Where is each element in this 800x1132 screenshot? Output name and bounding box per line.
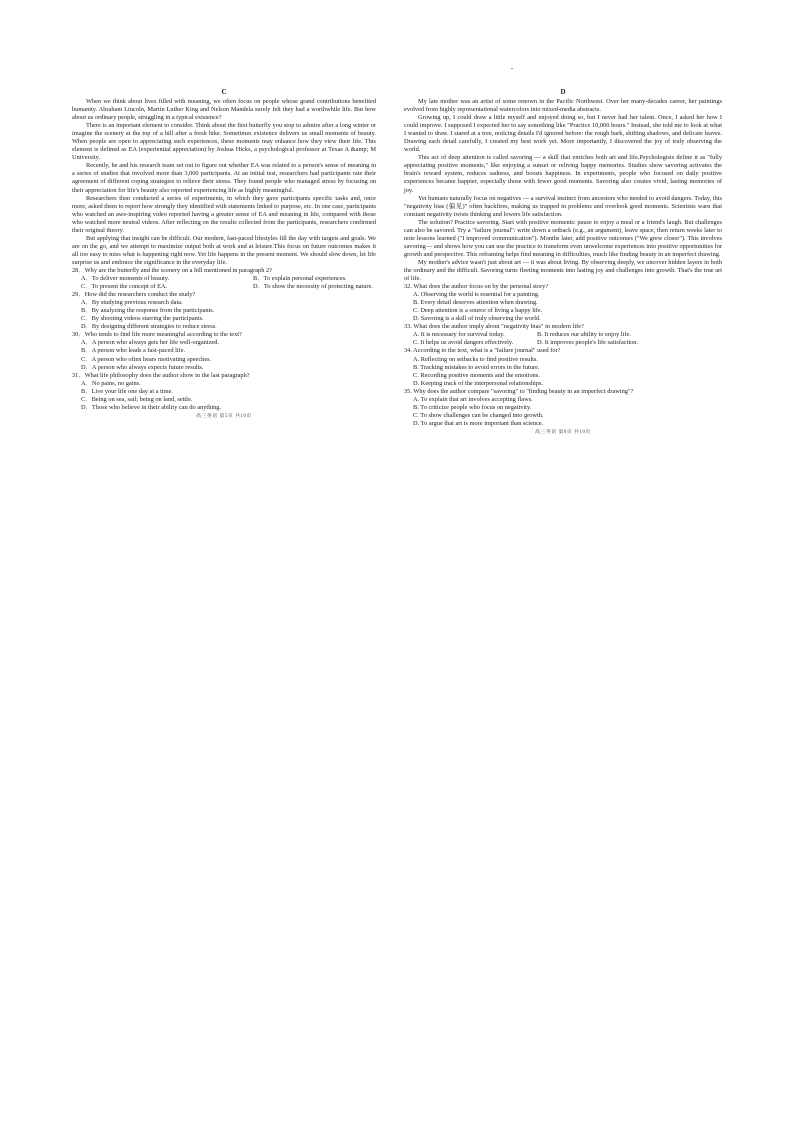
section-d — [404, 88, 722, 436]
option: D. It improves people's life satisfaction. — [537, 339, 639, 347]
option: B. It reduces our ability to enjoy life. — [537, 331, 631, 339]
question-stem: 33. What does the author imply about "negativity bias" in modern life? — [404, 323, 584, 331]
option: D. Keeping track of the interpersonal relationships. — [413, 379, 544, 387]
option: B. Every detail deserves attention when drawing. — [413, 299, 538, 307]
option-row — [404, 339, 722, 347]
option: B．By analyzing the response from the participants. — [81, 307, 215, 315]
option-row — [404, 331, 722, 339]
option: B．To explain personal experiences. — [253, 275, 347, 283]
option: D．To show the necessity of protecting nature. — [253, 283, 373, 291]
option: C. Deep attention is a source of living a happy life. — [413, 307, 543, 315]
option: B. Tracking mistakes to avoid errors in the future. — [413, 363, 540, 371]
question-stem: 34. According to the text, what is a "failure journal" used for? — [404, 347, 561, 355]
paragraph: Recently, he and his research team set out to figure out whether EA was related to a person's sense of meaning in a series of studies that involved more than 3,000 participants. At an initial test, researchers had participants rate their agreement of different coping strategies to relieve their stress. They found people who managed stress by focusing on their appreciation for life's beauty also reported experiencing life as highly meaningful. — [72, 162, 376, 194]
question-stem: 29．How did the researchers conduct the study? — [72, 291, 196, 299]
option: D．Those who believe in their ability can do anything. — [81, 403, 222, 411]
question — [72, 372, 376, 412]
option: A. To explain that art involves accepting flaws. — [413, 395, 533, 403]
question-stem: 31．What life philosophy does the author show in the last paragraph? — [72, 371, 250, 379]
option: D. To argue that art is more important than science. — [413, 419, 544, 427]
section-title: D — [560, 88, 566, 96]
question — [404, 388, 722, 428]
page-footer: 高三英语 第6页 共10页 — [535, 429, 591, 435]
question — [72, 267, 376, 291]
question-stem: 32. What does the author focus on by the personal story? — [404, 283, 549, 291]
option: C．By shooting videos starring the participants. — [81, 315, 204, 323]
paragraph: There is an important element to consider. Think about the first butterfly you stop to admire after a long winter or imagine the scenery at the top of a hill after a fresh hike. Sometimes existence delivers us small moments of beauty. When people are open to appreciating such experiences, these moments may enhance how they view their life. This element is defined as EA (experiential appreciation) by Joshua Hicks, a psychological professor at Texas A &amp; M University. — [72, 122, 376, 162]
question — [404, 347, 722, 387]
option: C. It helps us avoid dangers effectively. — [413, 339, 514, 347]
option: A．By studying previous research data. — [81, 299, 183, 307]
paragraph: My late mother was an artist of some renown in the Pacific Northwest. Over her many-decades career, her paintings evolved from highly representational watercolors into mixed-media abstracts. — [404, 98, 722, 114]
option: A. Observing the world is essential for a painting. — [413, 291, 540, 299]
question-stem: 28．Why are the butterfly and the scenery on a hill mentioned in paragraph 2? — [72, 266, 272, 274]
question — [404, 283, 722, 323]
option: D. Savoring is a skill of truly observing the world. — [413, 315, 541, 323]
option: C．To present the concept of EA. — [81, 283, 168, 291]
section-title: C — [221, 88, 227, 96]
option-row — [72, 275, 376, 283]
question — [72, 331, 376, 371]
question — [72, 291, 376, 331]
option: A. Reflecting on setbacks to find positive results. — [413, 355, 538, 363]
paragraph: Yet humans naturally focus on negatives — a survival instinct from ancestors who needed to avoid dangers. Today, this "negativity bias (偏见)" often backfires, making us trapped in problems and overlook good moments. Scientists warn that constant negativity twists thinking and lowers life satisfaction. — [404, 194, 722, 218]
paragraph: This act of deep attention is called savoring — a skill that enriches both art and life.Psychologists define it as "fully appreciating positive moments," like enjoying a sunset or reliving happy memories. Studies show savoring activates the brain's reward system, reduces sadness, and boosts happiness. In experiments, people who focused on daily positive experiences became happier, especially those with fewer good moments. Savoring also creates vivid, lasting memories of joy. — [404, 154, 722, 194]
option: C．A person who often hears motivating speeches. — [81, 355, 212, 363]
option: D．A person who always expects future results. — [81, 363, 204, 371]
scan-speck — [511, 68, 513, 69]
option: D．By designing different strategies to reduce stress. — [81, 323, 217, 331]
option: C. Recording positive moments and the emotions. — [413, 371, 540, 379]
option: C．Being on sea, sail; being on land, settle. — [81, 395, 193, 403]
paragraph: When we think about lives filled with meaning, we often focus on people whose grand contributions benefited humanity. Abraham Lincoln, Martin Luther King and Nelson Mandela surely felt they had a worthwhile life. But how about us ordinary people, struggling in a typical existence? — [72, 98, 376, 122]
paragraph: My mother's advice wasn't just about art — it was about living. By observing deeply, we uncover hidden layers in both the ordinary and the difficult. Savoring turns fleeting moments into lasting joy and challenges into growth. That's the true art of life. — [404, 258, 722, 283]
option: A．No pains, no gains. — [81, 379, 141, 387]
option: B．A person who leads a fast-paced life. — [81, 347, 186, 355]
paragraph: Researchers then conducted a series of experiments, in which they gave participants specific tasks and, once more, asked them to report how strongly they identified with statements linked to purpose, etc. In one case, participants who watched an awe-inspiring video reported having a greater sense of EA and meaning in life, compared with those who watched more neutral videos. After reflecting on the results collected from the participants, researchers confirmed their original theory. — [72, 194, 376, 234]
question-stem: 30．Who tends to find life more meaningful according to the text? — [72, 331, 242, 339]
option: A．A person who always gets her life well-organized. — [81, 339, 219, 347]
paragraph: But applying that insight can be difficult. Our modern, fast-paced lifestyles fill the day with targets and goals. We are on the go, and we attempt to maximize output both at work and at leisure.This focus on future outcomes makes it all too easy to miss what is happening right now. Yet life happens in the present moment. We should slow down, let life surprise us and embrace the significance in the everyday life. — [72, 234, 376, 266]
question — [404, 323, 722, 347]
option: B. To criticize people who focus on negativity. — [413, 403, 532, 411]
question-stem: 35. Why does the author compare "savoring" to "finding beauty in an imperfect drawing"? — [404, 387, 634, 395]
page-footer: 高三英语 第5页 共10页 — [196, 413, 252, 419]
option: C. To show challenges can be changed into growth. — [413, 411, 544, 419]
paragraph: The solution? Practice savoring. Start with positive moments: pause to enjoy a meal or a friend's laugh. But challenges can also be savored. Try a "failure journal": write down a setback (e.g., an argument), leave space, then return weeks later to note lessons learned ("I improved communication"). Months later, add positive outcomes ("We grew closer"). This involves savoring— and shows how you can use the practice to transform even unwelcome experiences into positive opportunities for growth and perspective. This reframing helps find meaning in difficulties, much like finding beauty in an imperfect drawing. — [404, 218, 722, 258]
option: B．Live your life one day at a time. — [81, 387, 173, 395]
option: A．To deliver moments of beauty. — [81, 275, 170, 283]
option: A. It is necessary for survival today. — [413, 331, 505, 339]
paragraph: Growing up, I could draw a little myself and enjoyed doing so, but I never had her talent. Once, I asked her how I could improve. I supposed I expected her to say something like "Practice 10,000 hours." Instead, she told me to look at what I wanted to draw. I stared at a tree, noticing details I'd ignored before: the rough bark, shifting shadows, and delicate leaves. Drawing each detail carefully, I created my best work yet. More importantly, I discovered the joy of truly observing the world. — [404, 114, 722, 154]
option-row — [72, 283, 376, 291]
section-c — [72, 88, 376, 420]
